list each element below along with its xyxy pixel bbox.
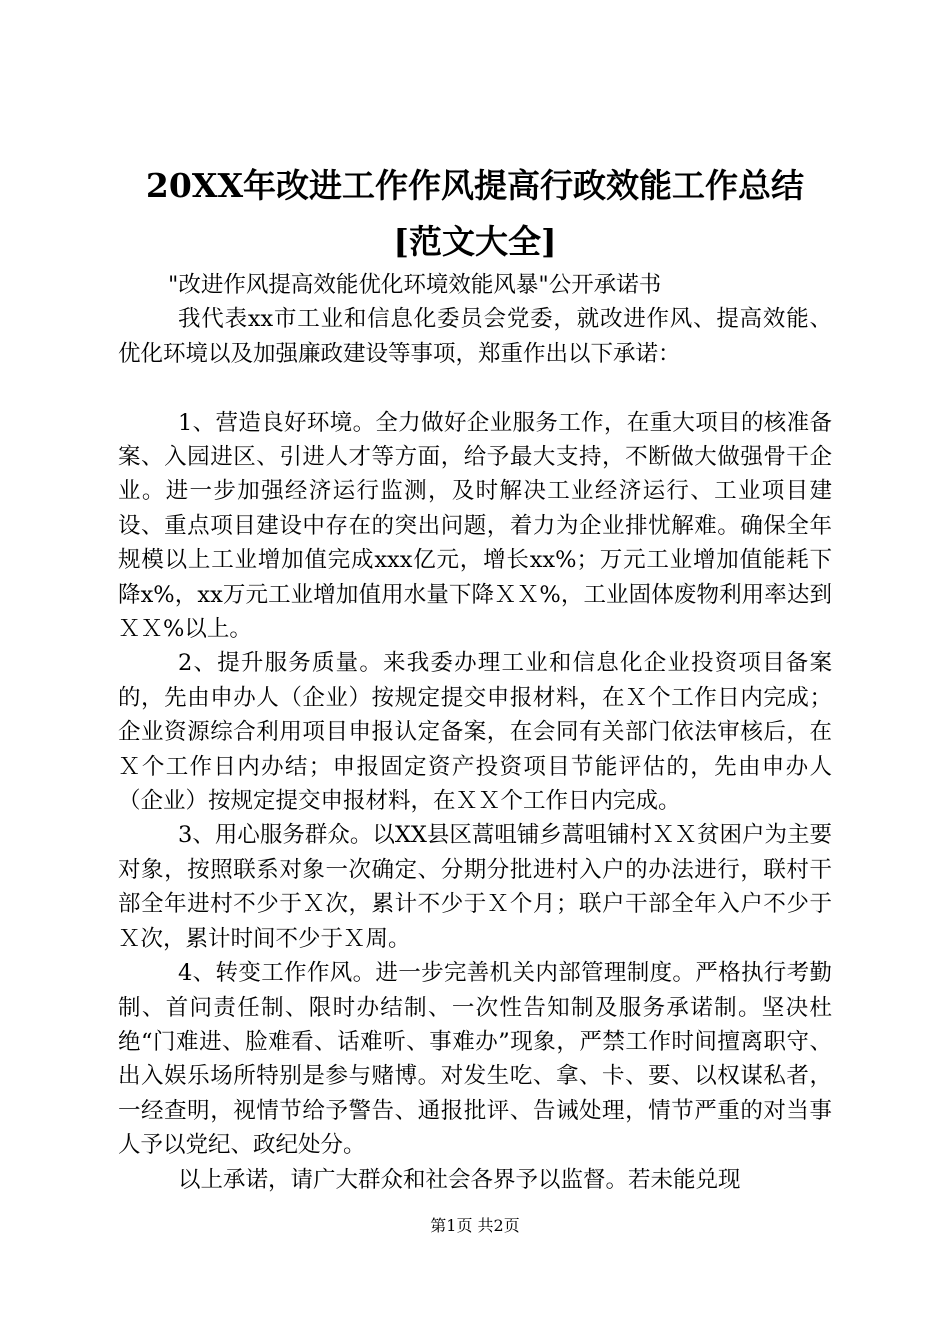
document-title-subtitle: [范文大全] — [393, 222, 557, 261]
page-number-footer: 第1页 共2页 — [430, 1216, 520, 1235]
pledge-item-1: 1、营造良好环境。全力做好企业服务工作，在重大项目的核准备案、入园进区、引进人才等方面，给予最大支持，不断做大做强骨干企业。进一步加强经济运行监测，及时解决工业经济运行、工业项目建设、重点项目建设中存在的突出问题，着力为企业排忧解难。确保全年规模以上工业增加值完成xxx亿元，增长xx%；万元工业增加值能耗下降x%，xx万元工业增加值用水量下降ＸＸ%，工业固体废物利用率达到ＸＸ%以上。 — [118, 409, 832, 643]
pledge-item-3: 3、用心服务群众。以XX县区蒿咀铺乡蒿咀铺村ＸＸ贫困户为主要对象，按照联系对象一次确定、分期分批进村入户的办法进行，联村干部全年进村不少于Ｘ次，累计不少于Ｘ个月；联户干部全年入户不少于Ｘ次，累计时间不少于Ｘ周。 — [118, 822, 832, 952]
closing-paragraph: 以上承诺，请广大群众和社会各界予以监督。若未能兑现 — [178, 1166, 741, 1193]
blank-line — [118, 371, 832, 405]
pledge-item-4: 4、转变工作作风。进一步完善机关内部管理制度。严格执行考勤制、首问责任制、限时办结制、一次性告知制及服务承诺制。坚决杜绝“门难进、脸难看、话难听、事难办”现象，严禁工作时间擅离职守、出入娱乐场所特别是参与赌博。对发生吃、拿、卡、要、以权谋私者，一经查明，视情节给予警告、通报批评、告诫处理，情节严重的对当事人予以党纪、政纪处分。 — [118, 960, 832, 1159]
intro-paragraph: 我代表xx市工业和信息化委员会党委，就改进作风、提高效能、优化环境以及加强廉政建设等事项，郑重作出以下承诺： — [118, 306, 832, 367]
pledge-item-2: 2、提升服务质量。来我委办理工业和信息化企业投资项目备案的，先由申办人（企业）按规定提交申报材料，在Ｘ个工作日内完成；企业资源综合利用项目申报认定备案，在会同有关部门依法审核后，在Ｘ个工作日内办结；申报固定资产投资项目节能评估的，先由申办人（企业）按规定提交申报材料，在ＸＸ个工作日内完成。 — [118, 650, 832, 815]
document-title: 20XX年改进工作作风提高行政效能工作总结 — [145, 166, 805, 205]
pledge-heading: "改进作风提高效能优化环境效能风暴"公开承诺书 — [168, 272, 662, 298]
document-body — [118, 268, 832, 1197]
